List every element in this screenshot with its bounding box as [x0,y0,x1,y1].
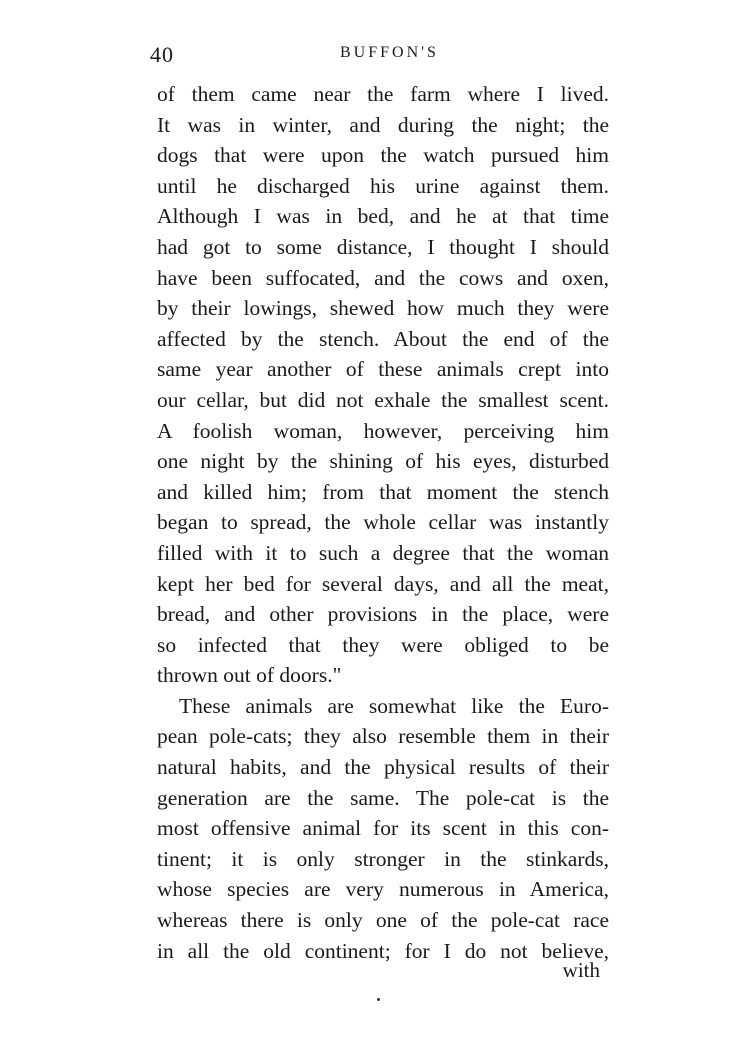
text-line: in all the old continent; for I do not believe, [157,938,609,963]
text-line: dogs that were upon the watch pursued him [157,143,609,168]
text-line: generation are the same. The pole-cat is the [157,785,609,810]
paragraph-first-line: These animals are somewhat like the Euro- [179,693,609,718]
page-number: 40 [150,42,174,67]
running-head: BUFFON'S [340,44,439,61]
text-line: affected by the stench. About the end of the [157,326,609,351]
text-line: filled with it to such a degree that the woman [157,540,609,565]
text-line: and killed him; from that moment the stench [157,479,609,504]
body-text [157,79,609,966]
catchword: with [562,958,600,982]
text-line: natural habits, and the physical results of their [157,755,609,780]
text-line: kept her bed for several days, and all the meat, [157,571,609,596]
text-line: our cellar, but did not exhale the smallest scent. [157,387,609,412]
text-line: bread, and other provisions in the place, were [157,602,609,627]
text-line: thrown out of doors." [157,663,342,688]
text-line: of them came near the farm where I lived. [157,82,609,106]
ink-speck [377,998,380,1001]
text-line: most offensive animal for its scent in this con- [157,816,609,841]
text-line: Although I was in bed, and he at that time [157,204,609,229]
text-line: have been suffocated, and the cows and oxen, [157,265,609,290]
text-line: It was in winter, and during the night; the [157,112,609,137]
text-line: whereas there is only one of the pole-cat race [157,908,609,933]
text-line: tinent; it is only stronger in the stinkards, [157,846,609,871]
text-line: whose species are very numerous in America, [157,877,609,902]
text-line: so infected that they were obliged to be [157,632,609,657]
text-line: one night by the shining of his eyes, disturbed [157,449,609,474]
text-line: same year another of these animals crept into [157,357,609,382]
text-line: until he discharged his urine against them. [157,173,609,198]
text-line: pean pole-cats; they also resemble them in their [157,724,609,749]
text-line: began to spread, the whole cellar was instantly [157,510,609,535]
text-line: by their lowings, shewed how much they were [157,296,609,321]
text-line: had got to some distance, I thought I should [157,234,609,259]
text-line: A foolish woman, however, perceiving him [157,418,609,443]
